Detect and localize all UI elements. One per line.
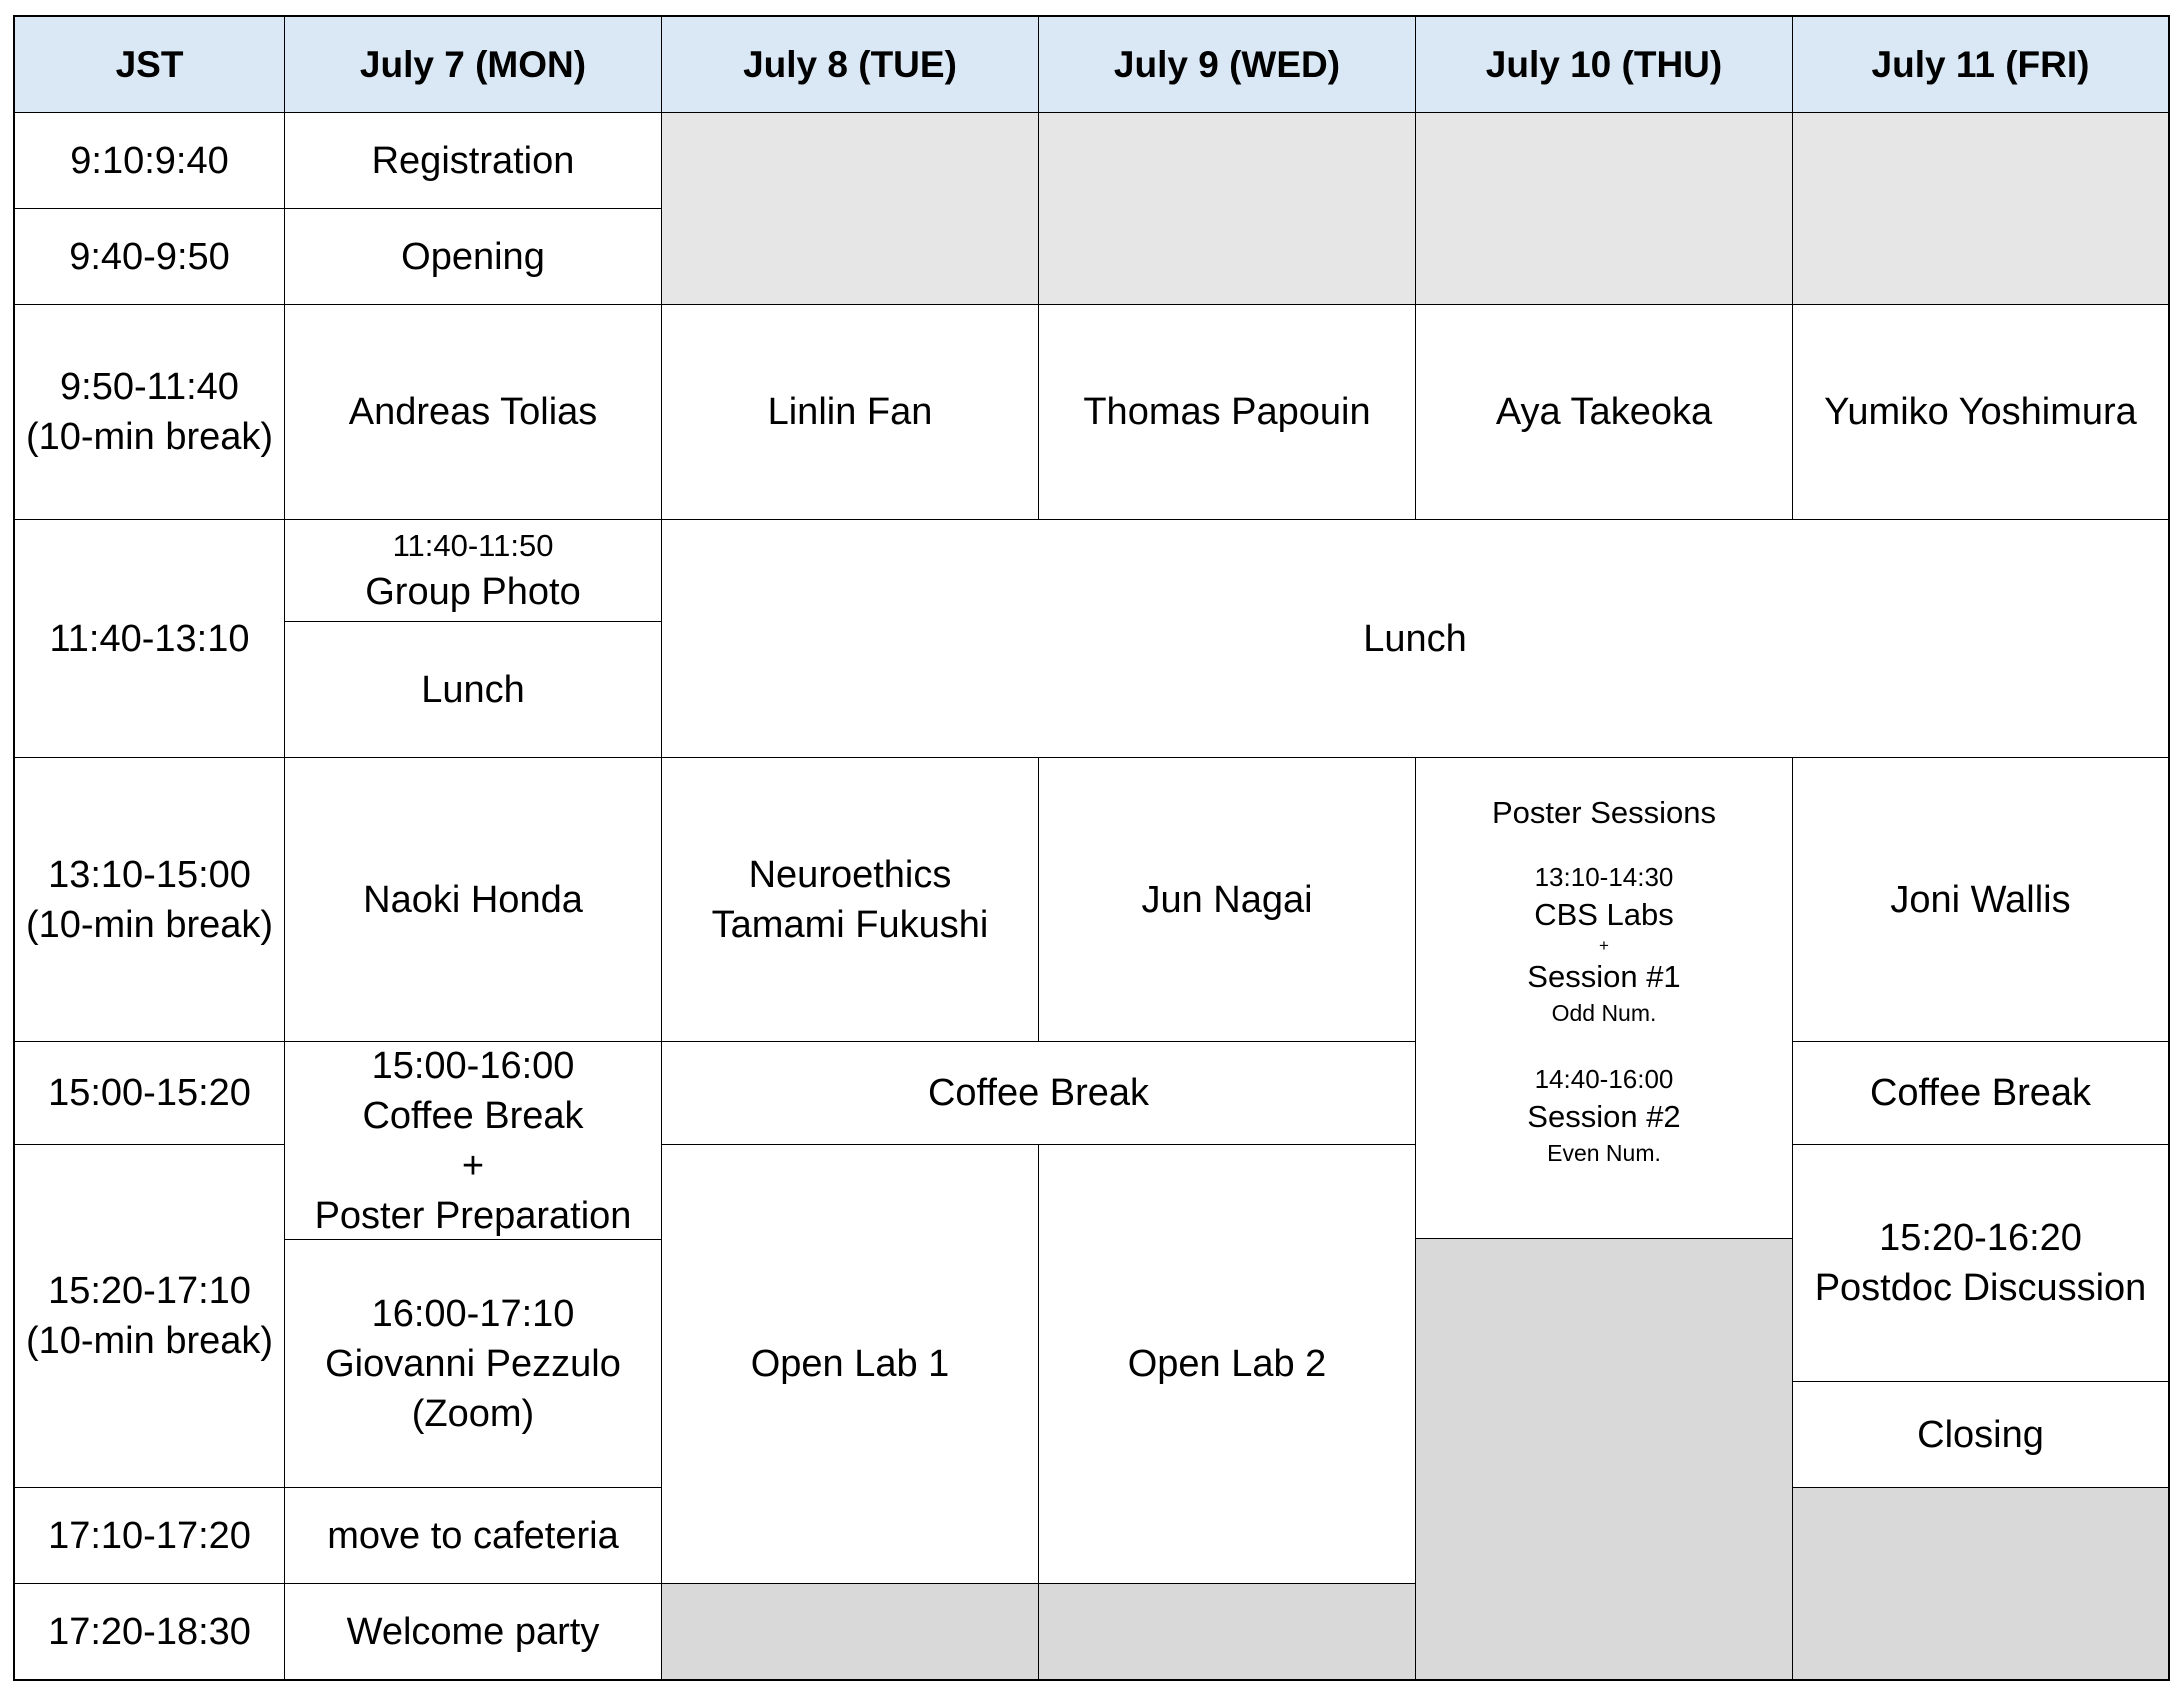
plus-sign: + — [461, 1144, 485, 1187]
empty-slot — [661, 1583, 1039, 1680]
time-label: 9:50-11:40 — [60, 366, 239, 408]
mon-lunch — [284, 621, 662, 758]
fri-postdoc-discussion — [1792, 1144, 2169, 1382]
event-label: Group Photo — [365, 570, 581, 613]
mon-move — [284, 1487, 662, 1584]
event-time: 11:40-11:50 — [392, 527, 554, 563]
tue-wed-coffee-break — [661, 1041, 1416, 1145]
header-thu — [1415, 16, 1793, 113]
time-label: 17:10-17:20 — [48, 1514, 251, 1557]
session-title: Neuroethics — [748, 853, 952, 896]
poster-session-2: Session #2 — [1527, 1099, 1681, 1134]
poster-note-even: Even Num. — [1547, 1140, 1661, 1166]
header-mon — [284, 16, 662, 113]
time-slot — [14, 112, 285, 209]
header-jst-label: JST — [115, 43, 184, 85]
event-label: move to cafeteria — [327, 1514, 619, 1557]
empty-slot — [1415, 1238, 1793, 1680]
speaker-name: Tamami Fukushi — [711, 903, 989, 946]
mon-opening — [284, 208, 662, 305]
header-mon-label: July 7 (MON) — [359, 43, 587, 85]
poster-session-1: Session #1 — [1527, 959, 1681, 994]
break-note: (10-min break) — [25, 903, 274, 946]
time-slot — [14, 208, 285, 305]
event-label: Opening — [401, 235, 545, 278]
empty-slot — [1038, 112, 1416, 305]
fri-closing — [1792, 1381, 2169, 1488]
shared-lunch — [661, 519, 2169, 758]
wed-open-lab — [1038, 1144, 1416, 1584]
header-tue-label: July 8 (TUE) — [743, 43, 957, 85]
mon-registration — [284, 112, 662, 209]
time-label: 15:20-17:10 — [48, 1270, 251, 1312]
speaker-name: Yumiko Yoshimura — [1824, 391, 2137, 433]
empty-slot — [1792, 112, 2169, 305]
event-label: Lunch — [1363, 617, 1467, 660]
break-note: (10-min break) — [25, 416, 274, 458]
break-note: (10-min break) — [25, 1320, 274, 1362]
mon-welcome-party — [284, 1583, 662, 1680]
header-tue — [661, 16, 1039, 113]
event-time: 16:00-17:10 — [371, 1292, 575, 1335]
speaker-name: Giovanni Pezzulo — [325, 1342, 621, 1385]
empty-slot — [661, 112, 1039, 305]
time-label: 9:40-9:50 — [69, 235, 230, 278]
time-slot — [14, 304, 285, 520]
speaker-name: Linlin Fan — [767, 391, 933, 433]
header-fri — [1792, 16, 2169, 113]
header-wed — [1038, 16, 1416, 113]
time-slot — [14, 1041, 285, 1145]
speaker-name: Andreas Tolias — [348, 391, 598, 433]
time-slot — [14, 519, 285, 758]
fri-talk-2 — [1792, 757, 2169, 1042]
time-slot — [14, 1583, 285, 1680]
header-jst — [14, 16, 285, 113]
mon-group-photo — [284, 519, 662, 622]
time-slot — [14, 1144, 285, 1488]
plus-sign: + — [1599, 936, 1609, 955]
event-label: Coffee Break — [362, 1094, 584, 1137]
event-label: Lunch — [421, 668, 525, 711]
mon-talk-2 — [284, 757, 662, 1042]
time-slot — [14, 1487, 285, 1584]
thu-poster-sessions — [1415, 757, 1793, 1239]
mon-talk-1 — [284, 304, 662, 520]
event-label: Coffee Break — [927, 1072, 1150, 1114]
speaker-name: Thomas Papouin — [1083, 391, 1371, 433]
poster-time-1: 13:10-14:30 — [1534, 862, 1674, 892]
event-label: Postdoc Discussion — [1814, 1267, 2147, 1309]
header-thu-label: July 10 (THU) — [1485, 43, 1723, 85]
speaker-name: Naoki Honda — [363, 878, 583, 921]
poster-sessions-title: Poster Sessions — [1492, 795, 1716, 830]
tue-talk-2 — [661, 757, 1039, 1042]
event-label: Registration — [371, 139, 575, 182]
header-wed-label: July 9 (WED) — [1113, 43, 1341, 85]
mon-talk-3 — [284, 1239, 662, 1488]
poster-time-2: 14:40-16:00 — [1534, 1064, 1674, 1094]
time-slot — [14, 757, 285, 1042]
mon-coffee-poster-prep — [284, 1041, 662, 1240]
event-label: Welcome party — [346, 1610, 600, 1653]
time-label: 9:10:9:40 — [70, 139, 229, 182]
event-label: Poster Preparation — [314, 1194, 632, 1237]
time-label: 11:40-13:10 — [49, 617, 250, 660]
speaker-name: Joni Wallis — [1890, 878, 2071, 921]
speaker-name: Aya Takeoka — [1495, 391, 1713, 433]
event-time: 15:00-16:00 — [371, 1044, 575, 1087]
wed-talk-1 — [1038, 304, 1416, 520]
fri-coffee-break — [1792, 1041, 2169, 1145]
event-label: Open Lab 1 — [750, 1343, 950, 1385]
time-label: 17:20-18:30 — [48, 1610, 251, 1653]
tue-talk-1 — [661, 304, 1039, 520]
time-label: 15:00-15:20 — [48, 1072, 251, 1114]
tue-open-lab — [661, 1144, 1039, 1584]
thu-talk-1 — [1415, 304, 1793, 520]
poster-note-odd: Odd Num. — [1551, 1000, 1657, 1026]
empty-slot — [1038, 1583, 1416, 1680]
event-note: (Zoom) — [411, 1392, 535, 1435]
event-time: 15:20-16:20 — [1879, 1217, 2082, 1259]
wed-talk-2 — [1038, 757, 1416, 1042]
empty-slot — [1415, 112, 1793, 305]
poster-cbs-labs: CBS Labs — [1534, 897, 1674, 932]
event-label: Coffee Break — [1869, 1072, 2092, 1114]
time-label: 13:10-15:00 — [48, 853, 251, 896]
fri-talk-1 — [1792, 304, 2169, 520]
speaker-name: Jun Nagai — [1141, 878, 1313, 921]
event-label: Open Lab 2 — [1127, 1343, 1327, 1385]
event-label: Closing — [1917, 1413, 2044, 1456]
empty-slot — [1792, 1487, 2169, 1680]
header-fri-label: July 11 (FRI) — [1871, 43, 2090, 85]
